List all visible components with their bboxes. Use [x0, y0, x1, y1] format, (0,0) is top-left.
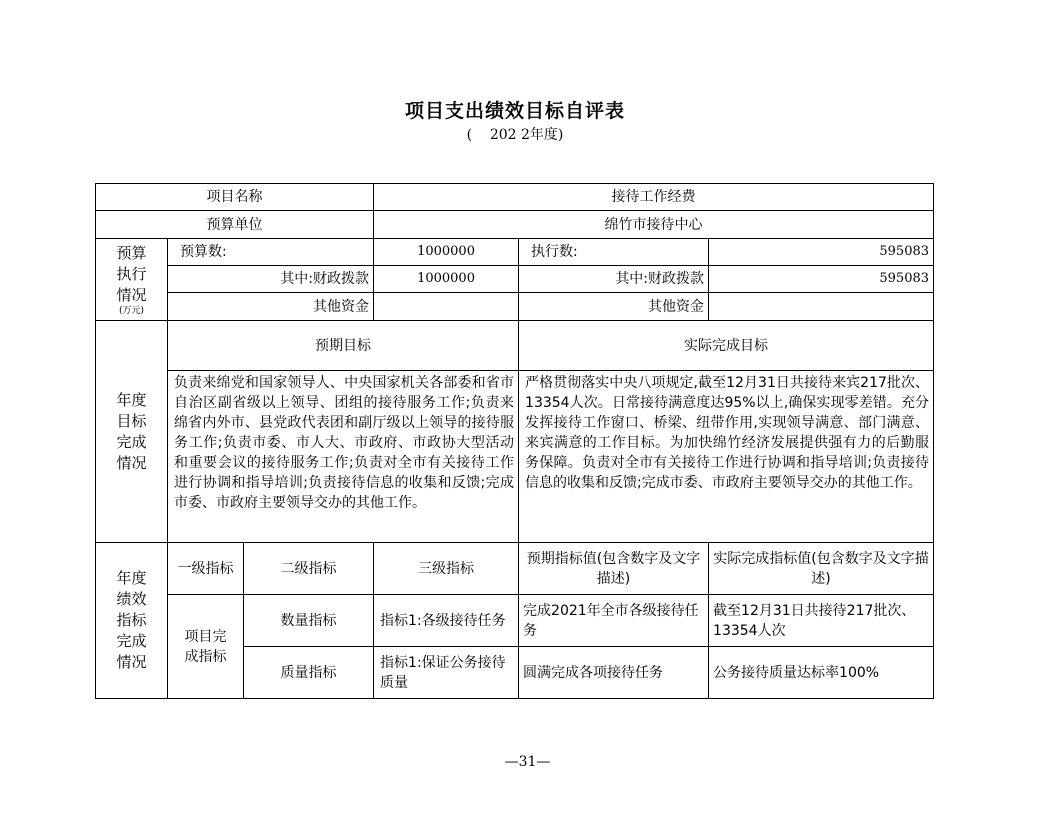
indicator-side-line-5: 情况 [116, 653, 147, 671]
actual-goal-header: 实际完成目标 [519, 321, 934, 371]
level3-quality: 指标1:保证公务接待质量 [374, 647, 519, 699]
goal-side-line-1: 年度 [116, 390, 147, 409]
performance-evaluation-table [95, 183, 934, 699]
budget-amount-label: 预算数: [168, 239, 374, 266]
other-funds-row [96, 293, 934, 321]
annual-goal-content-row [96, 371, 934, 543]
fiscal-budget-value: 1000000 [374, 266, 519, 293]
goal-side-line-4: 情况 [116, 453, 147, 472]
fiscal-appropriation-row [96, 266, 934, 293]
other-funds-label: 其他资金 [168, 293, 374, 321]
level2-quality: 质量指标 [244, 647, 374, 699]
level3-header: 三级指标 [374, 543, 519, 595]
annual-goal-header-row [96, 321, 934, 371]
other-funds-exec-label: 其他资金 [519, 293, 709, 321]
expected-goal-text: 负责来绵党和国家领导人、中央国家机关各部委和省市自治区副省级以上领导、团组的接待服务工作;负责来绵省内外市、县党政代表团和副厅级以上领导的接待服务工作;负责市委、市人大、市政府、市政协大型活动和重要会议的接待服务工作;负责对全市有关接待工作进行协调和指导培训;负责接待信息的收集和反馈;完成市委、市政府主要领导交办的其他工作。 [168, 371, 519, 543]
goal-side-line-3: 完成 [116, 432, 147, 451]
form-year: ( 202 2年度) [466, 127, 564, 143]
form-title: 项目支出绩效目标自评表 [404, 100, 625, 122]
indicator-side-line-1: 年度 [116, 569, 147, 587]
budget-side-unit: (万元) [118, 305, 145, 316]
budget-amount-value: 1000000 [374, 239, 519, 266]
level2-header: 二级指标 [244, 543, 374, 595]
indicator-side-line-4: 完成 [116, 632, 147, 650]
indicator-side-label [96, 543, 168, 699]
fiscal-exec-label: 其中:财政拨款 [519, 266, 709, 293]
level1-value: 项目完成指标 [168, 595, 244, 699]
actual-value-header: 实际完成指标值(包含数字及文字描述) [709, 543, 934, 595]
expected-quality: 圆满完成各项接待任务 [519, 647, 709, 699]
indicator-side-line-2: 绩效 [116, 590, 147, 608]
goal-side-line-2: 目标 [116, 411, 147, 430]
page-number: —31— [504, 754, 551, 770]
budget-side-line-1: 预算 [116, 243, 147, 262]
budget-execution-side-label [96, 239, 168, 321]
actual-quantity: 截至12月31日共接待217批次、13354人次 [709, 595, 934, 647]
table-row [96, 595, 934, 647]
annual-goal-side-label [96, 321, 168, 543]
fiscal-budget-label: 其中:财政拨款 [168, 266, 374, 293]
budget-total-row [96, 239, 934, 266]
level1-header: 一级指标 [168, 543, 244, 595]
project-name-row [96, 184, 934, 211]
expected-value-header: 预期指标值(包含数字及文字描述) [519, 543, 709, 595]
expected-quantity: 完成2021年全市各级接待任务 [519, 595, 709, 647]
execution-amount-label: 执行数: [519, 239, 709, 266]
level2-quantity: 数量指标 [244, 595, 374, 647]
execution-amount-value: 595083 [709, 239, 934, 266]
actual-goal-text: 严格贯彻落实中央八项规定,截至12月31日共接待来宾217批次、13354人次。日常接待满意度达95%以上,确保实现零差错。充分发挥接待工作窗口、桥梁、纽带作用,实现领导满意、部门满意、来宾满意的工作目标。为加快绵竹经济发展提供强有力的后勤服务保障。负责对全市有关接待工作进行协调和指导培训;负责接待信息的收集和反馈;完成市委、市政府主要领导交办的其他工作。 [519, 371, 934, 543]
budget-side-line-2: 执行 [116, 264, 147, 283]
other-funds-exec [709, 293, 934, 321]
level3-quantity: 指标1:各级接待任务 [374, 595, 519, 647]
budget-side-line-3: 情况 [116, 285, 147, 304]
other-funds-budget [374, 293, 519, 321]
fiscal-exec-value: 595083 [709, 266, 934, 293]
project-name-label: 项目名称 [96, 184, 374, 211]
budget-unit-row [96, 211, 934, 239]
expected-goal-header: 预期目标 [168, 321, 519, 371]
actual-quality: 公务接待质量达标率100% [709, 647, 934, 699]
indicator-side-line-3: 指标 [116, 611, 147, 629]
budget-unit-value: 绵竹市接待中心 [374, 211, 934, 239]
budget-unit-label: 预算单位 [96, 211, 374, 239]
project-name-value: 接待工作经费 [374, 184, 934, 211]
indicator-header-row [96, 543, 934, 595]
